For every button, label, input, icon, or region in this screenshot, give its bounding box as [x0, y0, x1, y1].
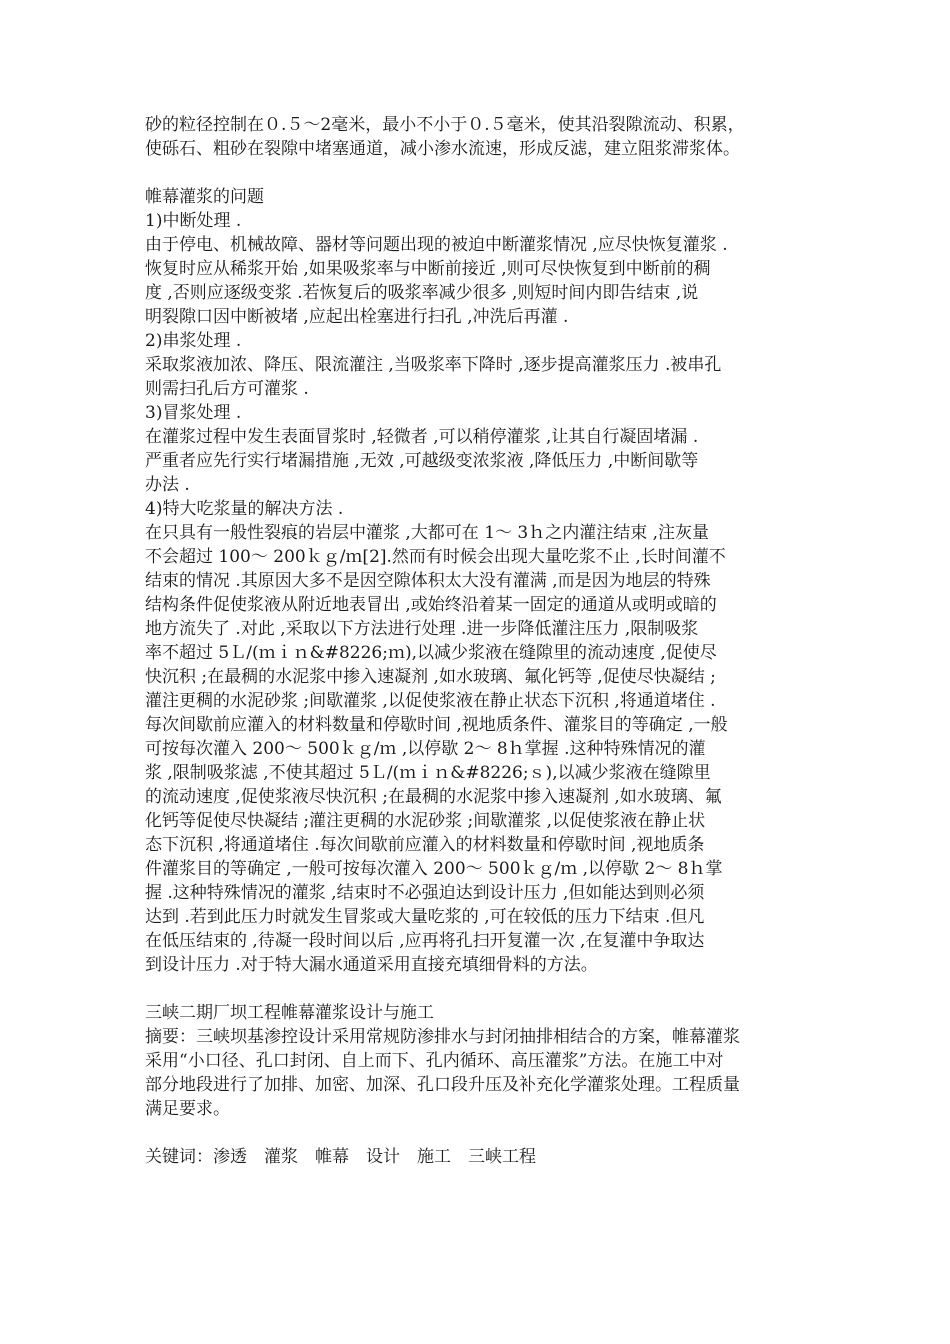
- text-line: 办法 .: [145, 475, 190, 495]
- text-line: 在只具有一般性裂痕的岩层中灌浆 ,大都可在 1～ 3ｈ之内灌注结束 ,注灰量: [145, 523, 710, 543]
- abstract: [145, 1025, 813, 1121]
- text-line: 态下沉积 ,将通道堵住 .每次间歇前应灌入的材料数量和停歇时间 ,视地质条: [145, 835, 705, 855]
- text-line: 率不超过 5Ｌ/(ｍｉｎ&#8226;ｍ),以减少浆液在缝隙里的流动速度 ,促使尽: [145, 643, 717, 663]
- problem-item-cross-grouting: [145, 329, 813, 401]
- section-title: 帷幕灌浆的问题: [145, 187, 264, 207]
- text-line: 的流动速度 ,促使浆液尽快沉积 ;在最稠的水泥浆中掺入速凝剂 ,如水玻璃、氟: [145, 787, 722, 807]
- text-line: 满足要求。: [145, 1099, 230, 1119]
- problem-item-large-intake: [145, 497, 813, 977]
- text-line: 明裂隙口因中断被堵 ,应起出栓塞进行扫孔 ,冲洗后再灌 .: [145, 307, 569, 327]
- text-line: 到设计压力 .对于特大漏水通道采用直接充填细骨料的方法。: [145, 955, 598, 975]
- item-heading: 1)中断处理 .: [145, 211, 242, 231]
- item-heading: 2)串浆处理 .: [145, 331, 242, 351]
- problem-item-interruption: [145, 209, 813, 329]
- text-line: 采取浆液加浓、降压、限流灌注 ,当吸浆率下降时 ,逐步提高灌浆压力 .被串孔: [145, 355, 722, 375]
- problem-item-surface-leak: [145, 401, 813, 497]
- text-line: 采用“小口径、孔口封闭、自上而下、孔内循环、高压灌浆”方法。在施工中对: [145, 1051, 724, 1071]
- spacer: [145, 1121, 813, 1145]
- text-line: 恢复时应从稀浆开始 ,如果吸浆率与中断前接近 ,则可尽快恢复到中断前的稠: [145, 259, 711, 279]
- spacer: [145, 977, 813, 1001]
- text-line: 快沉积 ;在最稠的水泥浆中掺入速凝剂 ,如水玻璃、氟化钙等 ,促使尽快凝结 ;: [145, 667, 716, 687]
- text-line: 件灌浆目的等确定 ,一般可按每次灌入 200～ 500ｋｇ/ｍ ,以停歇 2～ 8ｈ掌: [145, 859, 723, 879]
- text-line: 结束的情况 .其原因大多不是因空隙体积太大没有灌满 ,而是因为地层的特殊: [145, 571, 711, 591]
- article-section: [145, 1001, 813, 1169]
- text-line: 则需扫孔后方可灌浆 .: [145, 379, 309, 399]
- text-line: 化钙等促使尽快凝结 ;灌注更稠的水泥砂浆 ;间歇灌浆 ,以促使浆液在静止状: [145, 811, 706, 831]
- document-page: [145, 113, 813, 1169]
- article-title: 三峡二期厂坝工程帷幕灌浆设计与施工: [145, 1003, 434, 1023]
- text-line: 每次间歇前应灌入的材料数量和停歇时间 ,视地质条件、灌浆目的等确定 ,一般: [145, 715, 728, 735]
- text-line: 使砾石、粗砂在裂隙中堵塞通道，减小渗水流速，形成反滤，建立阻浆滞浆体。: [145, 139, 740, 159]
- text-line: 握 .这种特殊情况的灌浆 ,结束时不必强迫达到设计压力 ,但如能达到则必须: [145, 883, 705, 903]
- text-line: 浆 ,限制吸浆滤 ,不使其超过 5Ｌ/(ｍｉｎ&#8226;ｓ),以减少浆液在缝隙里: [145, 763, 711, 783]
- text-line: 严重者应先行实行堵漏措施 ,无效 ,可越级变浓浆液 ,降低压力 ,中断间歇等: [145, 451, 699, 471]
- item-heading: 4)特大吃浆量的解决方法 .: [145, 499, 344, 519]
- text-line: 部分地段进行了加排、加密、加深、孔口段升压及补充化学灌浆处理。工程质量: [145, 1075, 740, 1095]
- text-line: 灌注更稠的水泥砂浆 ;间歇灌浆 ,以促使浆液在静止状态下沉积 ,将通道堵住 .: [145, 691, 716, 711]
- text-line: 可按每次灌入 200～ 500ｋｇ/ｍ ,以停歇 2～ 8ｈ掌握 .这种特殊情况的灌: [145, 739, 706, 759]
- keywords: 关键词：渗透 灌浆 帷幕 设计 施工 三峡工程: [145, 1147, 536, 1167]
- spacer: [145, 161, 813, 185]
- text-line: 砂的粒径控制在０.５～2毫米，最小不小于０.５毫米，使其沿裂隙流动、积累，: [145, 115, 745, 135]
- sand-paragraph: [145, 113, 813, 161]
- text-line: 在灌浆过程中发生表面冒浆时 ,轻微者 ,可以稍停灌浆 ,让其自行凝固堵漏 .: [145, 427, 699, 447]
- item-heading: 3)冒浆处理 .: [145, 403, 242, 423]
- text-line: 由于停电、机械故障、器材等问题出现的被迫中断灌浆情况 ,应尽快恢复灌浆 .: [145, 235, 728, 255]
- text-line: 地方流失了 .对此 ,采取以下方法进行处理 .进一步降低灌注压力 ,限制吸浆: [145, 619, 699, 639]
- text-line: 度 ,否则应逐级变浆 .若恢复后的吸浆率减少很多 ,则短时间内即告结束 ,说: [145, 283, 699, 303]
- text-line: 达到 .若到此压力时就发生冒浆或大量吃浆的 ,可在较低的压力下结束 .但凡: [145, 907, 705, 927]
- text-line: 在低压结束的 ,待凝一段时间以后 ,应再将孔扫开复灌一次 ,在复灌中争取达: [145, 931, 705, 951]
- text-line: 结构条件促使浆液从附近地表冒出 ,或始终沿着某一固定的通道从或明或暗的: [145, 595, 717, 615]
- grouting-problems-section: [145, 185, 813, 977]
- text-line: 不会超过 100～ 200ｋｇ/ｍ[2].然而有时候会出现大量吃浆不止 ,长时间灌不: [145, 547, 726, 567]
- text-line: 摘要：三峡坝基渗控设计采用常规防渗排水与封闭抽排相结合的方案，帷幕灌浆: [145, 1027, 740, 1047]
